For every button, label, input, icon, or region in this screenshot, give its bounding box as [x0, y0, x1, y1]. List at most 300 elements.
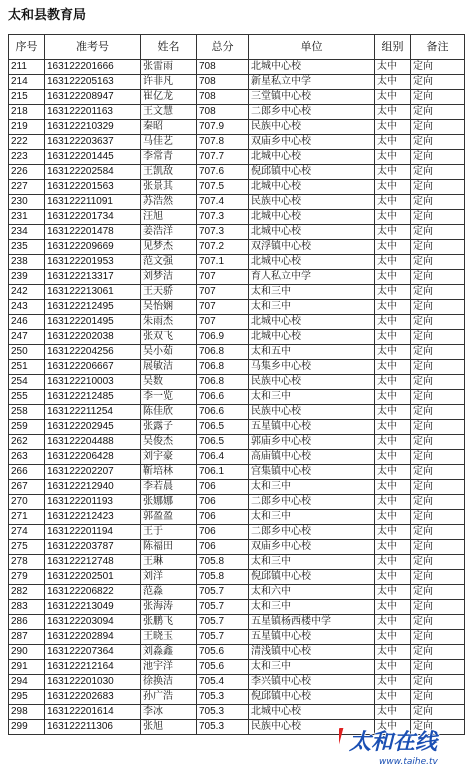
cell-score: 707.3	[197, 210, 249, 225]
table-row	[9, 195, 465, 210]
table-body	[9, 60, 465, 735]
table-row	[9, 270, 465, 285]
cell-unit: 北城中心校	[249, 150, 375, 165]
cell-seq: 294	[9, 675, 45, 690]
table-row	[9, 705, 465, 720]
cell-unit: 民族中心校	[249, 405, 375, 420]
cell-name: 王凯敌	[141, 165, 197, 180]
table-row	[9, 105, 465, 120]
cell-exam-no: 163122204256	[45, 345, 141, 360]
cell-score: 706.6	[197, 405, 249, 420]
cell-exam-no: 163122206428	[45, 450, 141, 465]
cell-score: 708	[197, 60, 249, 75]
cell-group: 太中	[375, 600, 411, 615]
cell-remark: 定向	[411, 270, 465, 285]
cell-score: 708	[197, 75, 249, 90]
cell-seq: 211	[9, 60, 45, 75]
cell-group: 太中	[375, 375, 411, 390]
cell-name: 孙广浩	[141, 690, 197, 705]
cell-seq: 299	[9, 720, 45, 735]
cell-group: 太中	[375, 555, 411, 570]
cell-unit: 倪邱镇中心校	[249, 690, 375, 705]
table-header-row	[9, 35, 465, 60]
cell-group: 太中	[375, 360, 411, 375]
cell-group: 太中	[375, 105, 411, 120]
cell-unit: 太和五中	[249, 345, 375, 360]
cell-score: 706	[197, 510, 249, 525]
table-row	[9, 615, 465, 630]
cell-unit: 双庙乡中心校	[249, 135, 375, 150]
cell-group: 太中	[375, 315, 411, 330]
cell-name: 陈福田	[141, 540, 197, 555]
cell-group: 太中	[375, 165, 411, 180]
cell-remark: 定向	[411, 375, 465, 390]
cell-seq: 258	[9, 405, 45, 420]
cell-name: 李冰	[141, 705, 197, 720]
cell-exam-no: 163122201495	[45, 315, 141, 330]
cell-score: 706.8	[197, 345, 249, 360]
watermark-logo	[339, 722, 459, 770]
cell-unit: 双庙乡中心校	[249, 540, 375, 555]
cell-unit: 民族中心校	[249, 195, 375, 210]
watermark-text: 太和在线	[349, 730, 438, 755]
cell-unit: 郭庙乡中心校	[249, 435, 375, 450]
cell-unit: 高庙镇中心校	[249, 450, 375, 465]
cell-seq: 290	[9, 645, 45, 660]
cell-group: 太中	[375, 225, 411, 240]
cell-remark: 定向	[411, 225, 465, 240]
cell-unit: 北城中心校	[249, 225, 375, 240]
cell-name: 陈佳欣	[141, 405, 197, 420]
cell-unit: 三堂镇中心校	[249, 90, 375, 105]
cell-seq: 251	[9, 360, 45, 375]
cell-name: 王琳	[141, 555, 197, 570]
cell-score: 705.7	[197, 630, 249, 645]
cell-unit: 太和三中	[249, 300, 375, 315]
cell-unit: 双浮镇中心校	[249, 240, 375, 255]
cell-unit: 太和六中	[249, 585, 375, 600]
cell-score: 706.9	[197, 330, 249, 345]
cell-exam-no: 163122211306	[45, 720, 141, 735]
cell-group: 太中	[375, 255, 411, 270]
table-row	[9, 480, 465, 495]
cell-exam-no: 163122209669	[45, 240, 141, 255]
cell-unit: 北城中心校	[249, 255, 375, 270]
cell-score: 707.1	[197, 255, 249, 270]
cell-seq: 271	[9, 510, 45, 525]
cell-name: 张海涛	[141, 600, 197, 615]
cell-group: 太中	[375, 300, 411, 315]
table-row	[9, 405, 465, 420]
cell-exam-no: 163122203637	[45, 135, 141, 150]
table-row	[9, 525, 465, 540]
cell-remark: 定向	[411, 585, 465, 600]
cell-unit: 倪邱镇中心校	[249, 570, 375, 585]
cell-exam-no: 163122201666	[45, 60, 141, 75]
cell-remark: 定向	[411, 495, 465, 510]
cell-remark: 定向	[411, 660, 465, 675]
cell-name: 李一览	[141, 390, 197, 405]
cell-seq: 267	[9, 480, 45, 495]
table-row	[9, 450, 465, 465]
cell-seq: 282	[9, 585, 45, 600]
cell-exam-no: 163122201194	[45, 525, 141, 540]
cell-exam-no: 163122208947	[45, 90, 141, 105]
cell-group: 太中	[375, 585, 411, 600]
cell-score: 707.7	[197, 150, 249, 165]
cell-exam-no: 163122201563	[45, 180, 141, 195]
cell-score: 706.8	[197, 375, 249, 390]
table-row	[9, 675, 465, 690]
table-row	[9, 600, 465, 615]
cell-name: 张鹏飞	[141, 615, 197, 630]
cell-seq: 298	[9, 705, 45, 720]
cell-group: 太中	[375, 705, 411, 720]
cell-name: 苏浩然	[141, 195, 197, 210]
cell-remark: 定向	[411, 285, 465, 300]
cell-group: 太中	[375, 60, 411, 75]
cell-unit: 太和三中	[249, 660, 375, 675]
cell-exam-no: 163122202584	[45, 165, 141, 180]
cell-exam-no: 163122206822	[45, 585, 141, 600]
cell-exam-no: 163122202207	[45, 465, 141, 480]
table-row	[9, 60, 465, 75]
cell-remark: 定向	[411, 645, 465, 660]
cell-unit: 二郎乡中心校	[249, 105, 375, 120]
cell-group: 太中	[375, 510, 411, 525]
cell-name: 崔亿龙	[141, 90, 197, 105]
cell-exam-no: 163122213317	[45, 270, 141, 285]
cell-remark: 定向	[411, 720, 465, 735]
cell-group: 太中	[375, 480, 411, 495]
table-row	[9, 690, 465, 705]
table-row	[9, 225, 465, 240]
cell-name: 许非凡	[141, 75, 197, 90]
cell-group: 太中	[375, 150, 411, 165]
cell-score: 706	[197, 495, 249, 510]
cell-exam-no: 163122203094	[45, 615, 141, 630]
cell-name: 刘宇豪	[141, 450, 197, 465]
cell-name: 展敏洁	[141, 360, 197, 375]
cell-group: 太中	[375, 240, 411, 255]
cell-seq: 279	[9, 570, 45, 585]
cell-exam-no: 163122203787	[45, 540, 141, 555]
cell-seq: 263	[9, 450, 45, 465]
cell-name: 秦昭	[141, 120, 197, 135]
cell-name: 王晓玉	[141, 630, 197, 645]
col-header-score: 总分	[197, 35, 249, 60]
cell-group: 太中	[375, 525, 411, 540]
cell-score: 705.8	[197, 555, 249, 570]
cell-name: 马佳艺	[141, 135, 197, 150]
cell-seq: 266	[9, 465, 45, 480]
cell-name: 李若晨	[141, 480, 197, 495]
cell-exam-no: 163122206667	[45, 360, 141, 375]
cell-remark: 定向	[411, 300, 465, 315]
cell-exam-no: 163122212748	[45, 555, 141, 570]
cell-seq: 250	[9, 345, 45, 360]
cell-score: 705.6	[197, 645, 249, 660]
cell-score: 706	[197, 525, 249, 540]
cell-unit: 北城中心校	[249, 330, 375, 345]
cell-score: 706.6	[197, 390, 249, 405]
cell-seq: 235	[9, 240, 45, 255]
cell-exam-no: 163122202683	[45, 690, 141, 705]
table-row	[9, 135, 465, 150]
table-row	[9, 420, 465, 435]
cell-seq: 247	[9, 330, 45, 345]
cell-seq: 262	[9, 435, 45, 450]
cell-exam-no: 163122212485	[45, 390, 141, 405]
table-row	[9, 360, 465, 375]
cell-name: 李常青	[141, 150, 197, 165]
cell-seq: 242	[9, 285, 45, 300]
cell-name: 王于	[141, 525, 197, 540]
cell-group: 太中	[375, 450, 411, 465]
cell-exam-no: 163122212164	[45, 660, 141, 675]
cell-remark: 定向	[411, 120, 465, 135]
table-row	[9, 645, 465, 660]
cell-unit: 北城中心校	[249, 180, 375, 195]
table-row	[9, 630, 465, 645]
cell-name: 王天骄	[141, 285, 197, 300]
cell-score: 705.7	[197, 585, 249, 600]
cell-seq: 223	[9, 150, 45, 165]
cell-name: 张旭	[141, 720, 197, 735]
cell-name: 吴小茹	[141, 345, 197, 360]
col-header-seq: 序号	[9, 35, 45, 60]
cell-exam-no: 163122211091	[45, 195, 141, 210]
cell-group: 太中	[375, 465, 411, 480]
cell-seq: 286	[9, 615, 45, 630]
cell-remark: 定向	[411, 345, 465, 360]
cell-group: 太中	[375, 270, 411, 285]
cell-group: 太中	[375, 660, 411, 675]
cell-group: 太中	[375, 540, 411, 555]
cell-name: 郭盈盈	[141, 510, 197, 525]
cell-score: 708	[197, 90, 249, 105]
cell-score: 706.5	[197, 420, 249, 435]
table-row	[9, 180, 465, 195]
cell-remark: 定向	[411, 435, 465, 450]
cell-exam-no: 163122207364	[45, 645, 141, 660]
table-row	[9, 255, 465, 270]
table-row	[9, 435, 465, 450]
cell-seq: 274	[9, 525, 45, 540]
cell-unit: 太和三中	[249, 600, 375, 615]
cell-name: 张露子	[141, 420, 197, 435]
cell-remark: 定向	[411, 315, 465, 330]
cell-unit: 民族中心校	[249, 375, 375, 390]
cell-seq: 255	[9, 390, 45, 405]
table-row	[9, 510, 465, 525]
cell-unit: 清浅镇中心校	[249, 645, 375, 660]
cell-score: 707.5	[197, 180, 249, 195]
cell-group: 太中	[375, 75, 411, 90]
cell-score: 706	[197, 480, 249, 495]
cell-remark: 定向	[411, 180, 465, 195]
cell-unit: 五星镇中心校	[249, 420, 375, 435]
cell-unit: 倪邱镇中心校	[249, 165, 375, 180]
cell-group: 太中	[375, 135, 411, 150]
cell-group: 太中	[375, 690, 411, 705]
cell-remark: 定向	[411, 675, 465, 690]
cell-name: 张景其	[141, 180, 197, 195]
cell-exam-no: 163122204488	[45, 435, 141, 450]
cell-remark: 定向	[411, 105, 465, 120]
cell-unit: 北城中心校	[249, 315, 375, 330]
table-row	[9, 345, 465, 360]
cell-group: 太中	[375, 345, 411, 360]
cell-score: 706.8	[197, 360, 249, 375]
cell-unit: 五星镇杨西楼中学	[249, 615, 375, 630]
cell-seq: 218	[9, 105, 45, 120]
cell-seq: 246	[9, 315, 45, 330]
cell-remark: 定向	[411, 690, 465, 705]
col-header-unit: 单位	[249, 35, 375, 60]
cell-remark: 定向	[411, 510, 465, 525]
cell-group: 太中	[375, 90, 411, 105]
cell-remark: 定向	[411, 465, 465, 480]
cell-remark: 定向	[411, 75, 465, 90]
cell-seq: 283	[9, 600, 45, 615]
cell-remark: 定向	[411, 600, 465, 615]
table-row	[9, 285, 465, 300]
table-row	[9, 585, 465, 600]
table-row	[9, 570, 465, 585]
cell-exam-no: 163122201445	[45, 150, 141, 165]
cell-score: 708	[197, 105, 249, 120]
cell-remark: 定向	[411, 90, 465, 105]
cell-seq: 222	[9, 135, 45, 150]
table-row	[9, 210, 465, 225]
cell-unit: 太和三中	[249, 510, 375, 525]
cell-exam-no: 163122213061	[45, 285, 141, 300]
cell-seq: 231	[9, 210, 45, 225]
cell-name: 吴怡娴	[141, 300, 197, 315]
cell-seq: 254	[9, 375, 45, 390]
cell-exam-no: 163122201953	[45, 255, 141, 270]
cell-exam-no: 163122212423	[45, 510, 141, 525]
cell-name: 张娜娜	[141, 495, 197, 510]
cell-exam-no: 163122210329	[45, 120, 141, 135]
cell-unit: 李兴镇中心校	[249, 675, 375, 690]
cell-unit: 民族中心校	[249, 720, 375, 735]
cell-name: 刘淼鑫	[141, 645, 197, 660]
watermark-url: www.taihe.tv	[379, 757, 438, 767]
cell-group: 太中	[375, 645, 411, 660]
cell-unit: 马集乡中心校	[249, 360, 375, 375]
cell-seq: 259	[9, 420, 45, 435]
cell-group: 太中	[375, 630, 411, 645]
cell-score: 705.7	[197, 615, 249, 630]
cell-score: 705.4	[197, 675, 249, 690]
cell-group: 太中	[375, 420, 411, 435]
cell-remark: 定向	[411, 135, 465, 150]
cell-exam-no: 163122212495	[45, 300, 141, 315]
table-row	[9, 495, 465, 510]
cell-name: 汪旭	[141, 210, 197, 225]
table-row	[9, 540, 465, 555]
cell-group: 太中	[375, 180, 411, 195]
cell-remark: 定向	[411, 195, 465, 210]
cell-unit: 太和三中	[249, 285, 375, 300]
table-row	[9, 315, 465, 330]
table-row	[9, 165, 465, 180]
cell-unit: 五星镇中心校	[249, 630, 375, 645]
cell-group: 太中	[375, 390, 411, 405]
cell-unit: 北城中心校	[249, 210, 375, 225]
cell-exam-no: 163122202945	[45, 420, 141, 435]
cell-score: 707	[197, 285, 249, 300]
results-table	[8, 34, 465, 735]
cell-exam-no: 163122201478	[45, 225, 141, 240]
cell-unit: 太和三中	[249, 555, 375, 570]
table-row	[9, 150, 465, 165]
cell-seq: 226	[9, 165, 45, 180]
cell-group: 太中	[375, 570, 411, 585]
cell-seq: 230	[9, 195, 45, 210]
cell-unit: 太和三中	[249, 480, 375, 495]
cell-remark: 定向	[411, 360, 465, 375]
cell-unit: 育人私立中学	[249, 270, 375, 285]
cell-exam-no: 163122202038	[45, 330, 141, 345]
cell-seq: 234	[9, 225, 45, 240]
table-row	[9, 660, 465, 675]
cell-name: 张双飞	[141, 330, 197, 345]
cell-score: 707.8	[197, 135, 249, 150]
cell-group: 太中	[375, 615, 411, 630]
table-row	[9, 240, 465, 255]
cell-remark: 定向	[411, 450, 465, 465]
cell-exam-no: 163122202894	[45, 630, 141, 645]
cell-score: 707	[197, 300, 249, 315]
cell-score: 705.6	[197, 660, 249, 675]
cell-score: 705.7	[197, 600, 249, 615]
cell-name: 王文慧	[141, 105, 197, 120]
cell-remark: 定向	[411, 150, 465, 165]
cell-seq: 278	[9, 555, 45, 570]
table-row	[9, 330, 465, 345]
cell-exam-no: 163122211254	[45, 405, 141, 420]
col-header-remark: 备注	[411, 35, 465, 60]
cell-exam-no: 163122205163	[45, 75, 141, 90]
cell-seq: 219	[9, 120, 45, 135]
cell-unit: 太和三中	[249, 390, 375, 405]
cell-remark: 定向	[411, 570, 465, 585]
cell-remark: 定向	[411, 240, 465, 255]
cell-score: 705.8	[197, 570, 249, 585]
cell-name: 范淼	[141, 585, 197, 600]
cell-exam-no: 163122201163	[45, 105, 141, 120]
cell-remark: 定向	[411, 480, 465, 495]
cell-group: 太中	[375, 405, 411, 420]
cell-exam-no: 163122213049	[45, 600, 141, 615]
cell-seq: 291	[9, 660, 45, 675]
col-header-group: 组别	[375, 35, 411, 60]
cell-unit: 宫集镇中心校	[249, 465, 375, 480]
cell-group: 太中	[375, 330, 411, 345]
cell-unit: 民族中心校	[249, 120, 375, 135]
cell-score: 706	[197, 540, 249, 555]
cell-name: 吴俊杰	[141, 435, 197, 450]
cell-name: 刘洋	[141, 570, 197, 585]
cell-remark: 定向	[411, 705, 465, 720]
organization-title: 太和县教育局	[8, 7, 87, 22]
cell-remark: 定向	[411, 255, 465, 270]
cell-unit: 新星私立中学	[249, 75, 375, 90]
cell-exam-no: 163122212940	[45, 480, 141, 495]
